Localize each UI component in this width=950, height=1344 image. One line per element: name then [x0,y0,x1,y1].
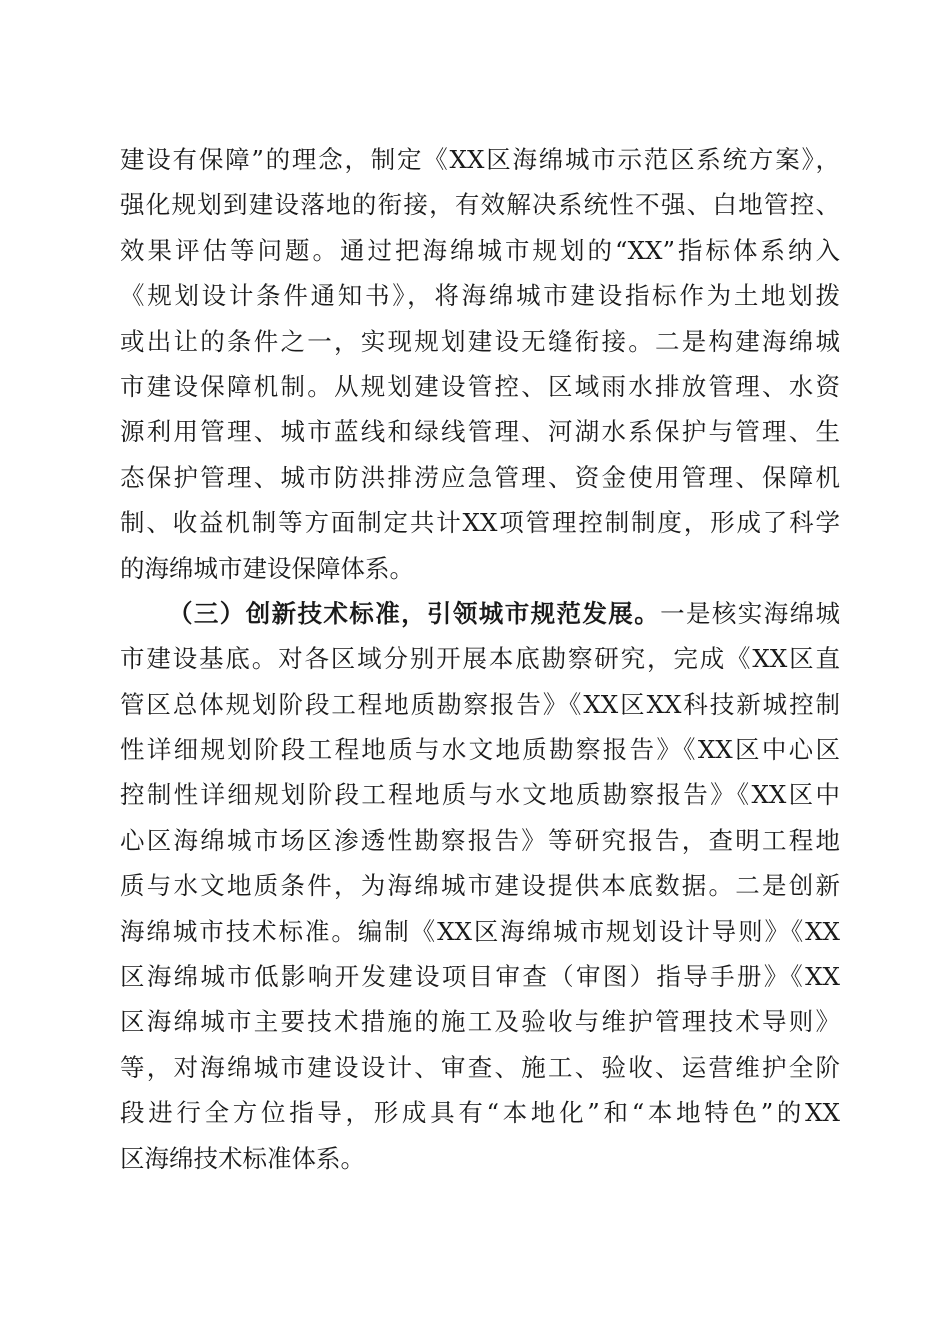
text-line: 强化规划到建设落地的衔接，有效解决系统性不强、白地管控、 [120,190,840,220]
text-line: 控制性详细规划阶段工程地质与水文地质勘察报告》《XX区中 [120,780,840,810]
text-line: 市建设基底。对各区域分别开展本底勘察研究，完成《XX区直 [120,644,840,674]
document-body [120,137,840,1181]
text-line: 心区海绵城市场区渗透性勘察报告》等研究报告，查明工程地 [120,825,840,855]
text-line: 段进行全方位指导，形成具有“本地化”和“本地特色”的XX [120,1098,840,1128]
paragraph-technical-standards [120,591,840,1181]
text-line: 的海绵城市建设保障体系。 [120,553,414,583]
text-line: 海绵城市技术标准。编制《XX区海绵城市规划设计导则》《XX [120,916,840,946]
text-line: 区海绵技术标准体系。 [120,1143,365,1173]
text-line: 或出让的条件之一，实现规划建设无缝衔接。二是构建海绵城 [120,326,840,356]
text-line: 《规划设计条件通知书》，将海绵城市建设指标作为土地划拨 [120,281,840,311]
text-line: 性详细规划阶段工程地质与水文地质勘察报告》《XX区中心区 [120,735,840,765]
paragraph-first-line [120,591,840,636]
text-line: 源利用管理、城市蓝线和绿线管理、河湖水系保护与管理、生 [120,417,840,447]
text-line: 管区总体规划阶段工程地质勘察报告》《XX区XX科技新城控制 [120,689,840,719]
text-line: 区海绵城市主要技术措施的施工及验收与维护管理技术导则》 [120,1007,840,1037]
text-line: 效果评估等问题。通过把海绵城市规划的“XX”指标体系纳入 [120,235,840,265]
paragraph-guarantee-system [120,137,840,591]
text-line: 建设有保障”的理念，制定《XX区海绵城市示范区系统方案》， [120,145,840,174]
text-line: 制、收益机制等方面制定共计XX项管理控制制度，形成了科学 [120,508,840,538]
text-line: 质与水文地质条件，为海绵城市建设提供本底数据。二是创新 [120,871,840,901]
section-heading: （三）创新技术标准，引领城市规范发展。 [168,598,661,628]
text-line: 区海绵城市低影响开发建设项目审查（审图）指导手册》《XX [120,962,840,992]
text-segment: 一是核实海绵城 [660,598,841,628]
text-line: 等，对海绵城市建设设计、审查、施工、验收、运营维护全阶 [120,1052,840,1082]
text-line: 市建设保障机制。从规划建设管控、区域雨水排放管理、水资 [120,371,840,401]
text-line: 态保护管理、城市防洪排涝应急管理、资金使用管理、保障机 [120,462,840,492]
